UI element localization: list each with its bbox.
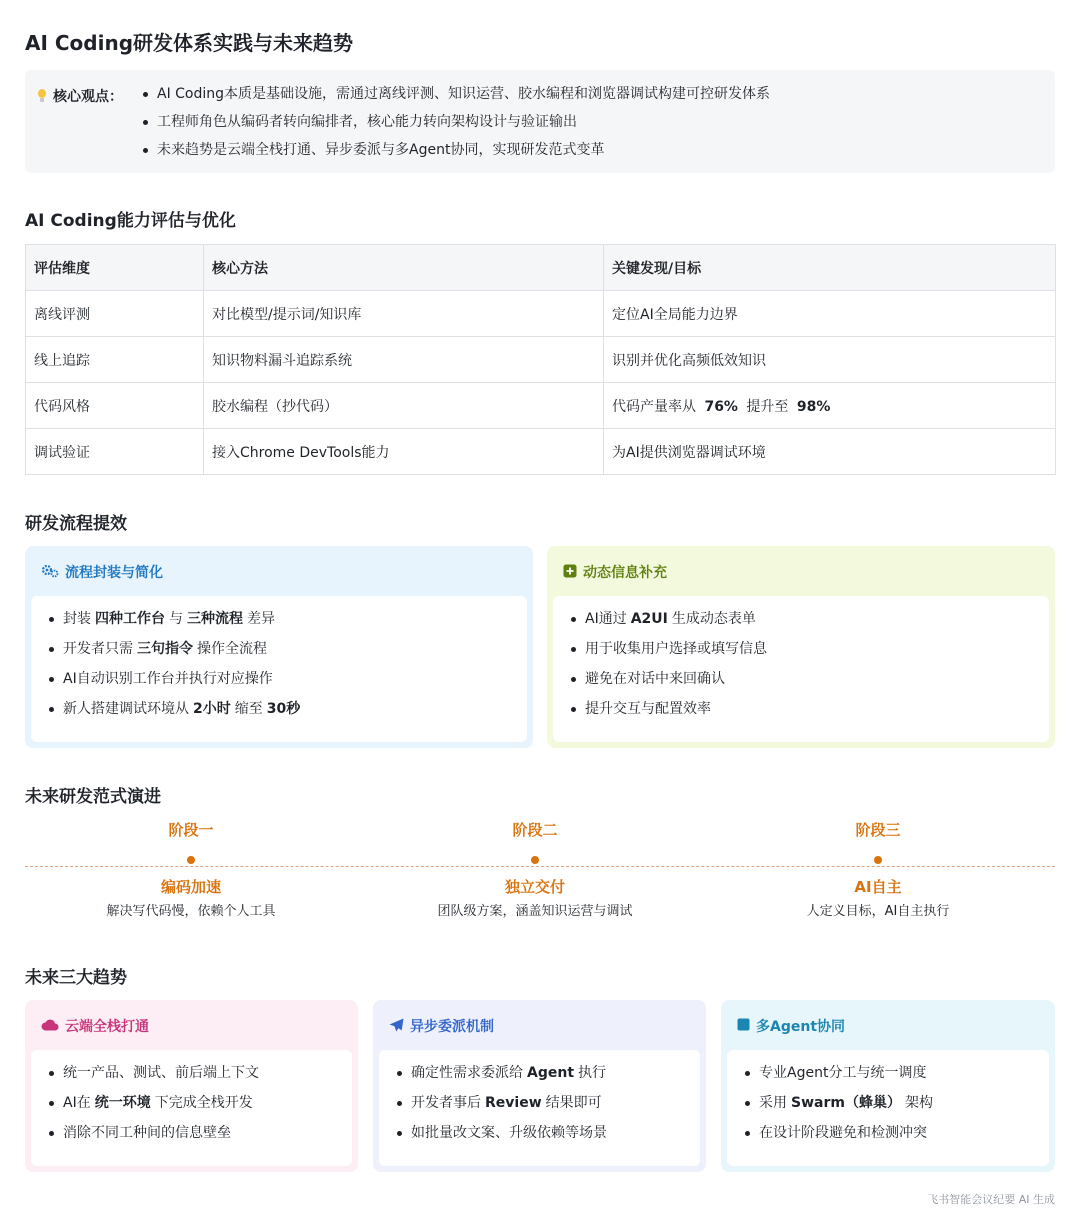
stage-name: AI自主 — [854, 878, 902, 896]
list-item — [395, 1118, 700, 1148]
item-bold: Review — [485, 1095, 542, 1111]
summary-point: AI Coding本质是基础设施，需通过离线评测、知识运营、胶水编程和浏览器调试构建可控研发体系 — [141, 84, 770, 112]
item-text: AI自动识别工作台并执行对应操作 — [63, 671, 273, 687]
square-icon — [737, 1018, 750, 1034]
stage-name: 编码加速 — [160, 878, 221, 896]
table-cell: 对比模型/提示词/知识库 — [204, 291, 604, 337]
list-item — [47, 664, 527, 694]
item-bold: 统一环境 — [94, 1095, 151, 1111]
card-title: 异步委派机制 — [410, 1019, 494, 1035]
item-text: 下完成全栈开发 — [154, 1095, 253, 1111]
item-text: 缩至 — [234, 701, 263, 717]
table-row — [26, 291, 1056, 337]
summary-point: 工程师角色从编码者转向编排者，核心能力转向架构设计与验证输出 — [141, 112, 770, 140]
item-text: 避免在对话中来回确认 — [585, 671, 725, 687]
list-item — [743, 1058, 1049, 1088]
item-text: 提升交互与配置效率 — [585, 701, 711, 717]
item-text: 架构 — [904, 1095, 933, 1111]
stage-timeline — [25, 820, 1055, 940]
item-text: 开发者只需 — [63, 641, 133, 657]
card-list — [31, 1050, 352, 1148]
table-cell: 识别并优化高频低效知识 — [604, 337, 1056, 383]
item-text: 统一产品、测试、前后端上下文 — [63, 1065, 259, 1081]
card-body — [727, 1050, 1049, 1166]
item-bold: A2UI — [630, 611, 668, 627]
card-header — [41, 1016, 149, 1036]
item-text: 生成动态表单 — [671, 611, 756, 627]
card-title: 云端全栈打通 — [65, 1019, 149, 1035]
item-text: AI在 — [63, 1095, 91, 1111]
stage-dot — [187, 856, 195, 864]
card-title: 动态信息补充 — [583, 565, 667, 581]
cell-text: 代码产量率从 — [612, 398, 696, 415]
item-bold: 三种流程 — [187, 611, 243, 627]
page-title: AI Coding研发体系实践与未来趋势 — [25, 31, 354, 55]
item-text: 采用 — [759, 1095, 787, 1111]
card-body — [31, 1050, 352, 1166]
item-text: 封装 — [63, 611, 91, 627]
stage-name: 独立交付 — [504, 878, 565, 896]
card-header — [41, 562, 163, 582]
list-item — [395, 1058, 700, 1088]
cloud-icon — [41, 1019, 59, 1034]
item-bold: Agent — [527, 1065, 575, 1081]
card-header — [563, 562, 667, 582]
card-body — [31, 596, 527, 742]
lightbulb-icon — [37, 89, 47, 103]
list-item — [569, 664, 1049, 694]
summary-box — [25, 70, 1055, 173]
stage-label: 阶段二 — [512, 821, 558, 839]
item-bold: 四种工作台 — [95, 611, 165, 627]
process-card-left — [25, 546, 533, 748]
table-cell: 代码风格 — [26, 383, 204, 429]
stage-desc: 团队级方案，涵盖知识运营与调试 — [437, 904, 633, 919]
list-item — [743, 1118, 1049, 1148]
list-item — [569, 694, 1049, 724]
table-cell: 胶水编程（抄代码） — [204, 383, 604, 429]
section-heading-future: 未来研发范式演进 — [25, 787, 161, 807]
table-row — [26, 383, 1056, 429]
item-text: 差异 — [247, 611, 275, 627]
cell-bold-value: 98% — [796, 398, 831, 415]
trend-card-async — [373, 1000, 706, 1172]
item-text: 确定性需求委派给 — [411, 1065, 523, 1081]
cell-text: 提升至 — [746, 398, 789, 415]
card-title: 流程封装与简化 — [65, 565, 163, 581]
list-item — [743, 1088, 1049, 1118]
trend-card-multi-agent — [721, 1000, 1055, 1172]
item-text: 用于收集用户选择或填写信息 — [585, 641, 767, 657]
item-bold: 三句指令 — [137, 641, 193, 657]
card-body — [379, 1050, 700, 1166]
card-body — [553, 596, 1049, 742]
section-heading-trends: 未来三大趋势 — [25, 968, 127, 988]
item-text: 消除不同工种间的信息壁垒 — [63, 1125, 231, 1141]
stage-label: 阶段三 — [855, 821, 901, 839]
summary-list — [141, 84, 770, 168]
item-text: 专业Agent分工与统一调度 — [759, 1065, 927, 1081]
item-text: 执行 — [578, 1065, 607, 1081]
list-item — [569, 604, 1049, 634]
plus-square-icon — [563, 564, 577, 581]
stage-desc: 人定义目标，AI自主执行 — [806, 904, 950, 919]
eval-table — [25, 244, 1056, 475]
table-cell — [604, 383, 1056, 429]
section-heading-eval: AI Coding能力评估与优化 — [25, 211, 236, 231]
item-bold: 2小时 — [193, 701, 231, 717]
card-list — [553, 596, 1049, 724]
summary-point: 未来趋势是云端全栈打通、异步委派与多Agent协同，实现研发范式变革 — [141, 140, 770, 168]
item-text: 如批量改文案、升级依赖等场景 — [411, 1125, 607, 1141]
process-card-right — [547, 546, 1055, 748]
table-header-row — [26, 245, 1056, 291]
table-cell: 线上追踪 — [26, 337, 204, 383]
cell-bold-value: 76% — [704, 398, 738, 415]
card-header — [737, 1016, 845, 1036]
list-item — [569, 634, 1049, 664]
stage-desc: 解决写代码慢，依赖个人工具 — [106, 904, 276, 919]
list-item — [47, 1058, 352, 1088]
section-heading-process: 研发流程提效 — [25, 514, 127, 534]
table-cell: 调试验证 — [26, 429, 204, 475]
stage-3 — [738, 820, 1018, 921]
card-list — [31, 596, 527, 724]
list-item — [47, 694, 527, 724]
item-text: 与 — [169, 611, 183, 627]
item-text: 结果即可 — [545, 1095, 602, 1111]
table-cell: 为AI提供浏览器调试环境 — [604, 429, 1056, 475]
table-row — [26, 429, 1056, 475]
table-cell: 接入Chrome DevTools能力 — [204, 429, 604, 475]
list-item — [47, 604, 527, 634]
table-header-cell: 核心方法 — [204, 245, 604, 291]
table-header-cell: 关键发现/目标 — [604, 245, 1056, 291]
summary-label: 核心观点： — [53, 89, 123, 105]
table-header-cell: 评估维度 — [26, 245, 204, 291]
item-text: 操作全流程 — [197, 641, 267, 657]
table-row — [26, 337, 1056, 383]
list-item — [47, 1088, 352, 1118]
list-item — [47, 1118, 352, 1148]
stage-dot — [531, 856, 539, 864]
stage-1 — [51, 820, 331, 921]
item-text: 开发者事后 — [411, 1095, 481, 1111]
card-list — [379, 1050, 700, 1148]
paper-plane-icon — [389, 1018, 404, 1035]
item-text: 在设计阶段避免和检测冲突 — [759, 1125, 927, 1141]
summary-lead — [37, 86, 123, 106]
item-bold: Swarm（蜂巢） — [791, 1095, 901, 1111]
card-title: 多Agent协同 — [756, 1019, 846, 1035]
item-bold: 30秒 — [266, 701, 301, 717]
table-cell: 知识物料漏斗追踪系统 — [204, 337, 604, 383]
stage-label: 阶段一 — [168, 821, 214, 839]
item-text: AI通过 — [585, 611, 627, 627]
stage-dot — [874, 856, 882, 864]
list-item — [47, 634, 527, 664]
card-list — [727, 1050, 1049, 1148]
card-header — [389, 1016, 494, 1036]
gears-icon — [41, 564, 59, 581]
item-text: 新人搭建调试环境从 — [63, 701, 189, 717]
table-cell: 离线评测 — [26, 291, 204, 337]
trend-card-cloud — [25, 1000, 358, 1172]
list-item — [395, 1088, 700, 1118]
table-cell: 定位AI全局能力边界 — [604, 291, 1056, 337]
footer-credit: 飞书智能会议纪要 AI 生成 — [927, 1193, 1055, 1206]
stage-2 — [395, 820, 675, 921]
